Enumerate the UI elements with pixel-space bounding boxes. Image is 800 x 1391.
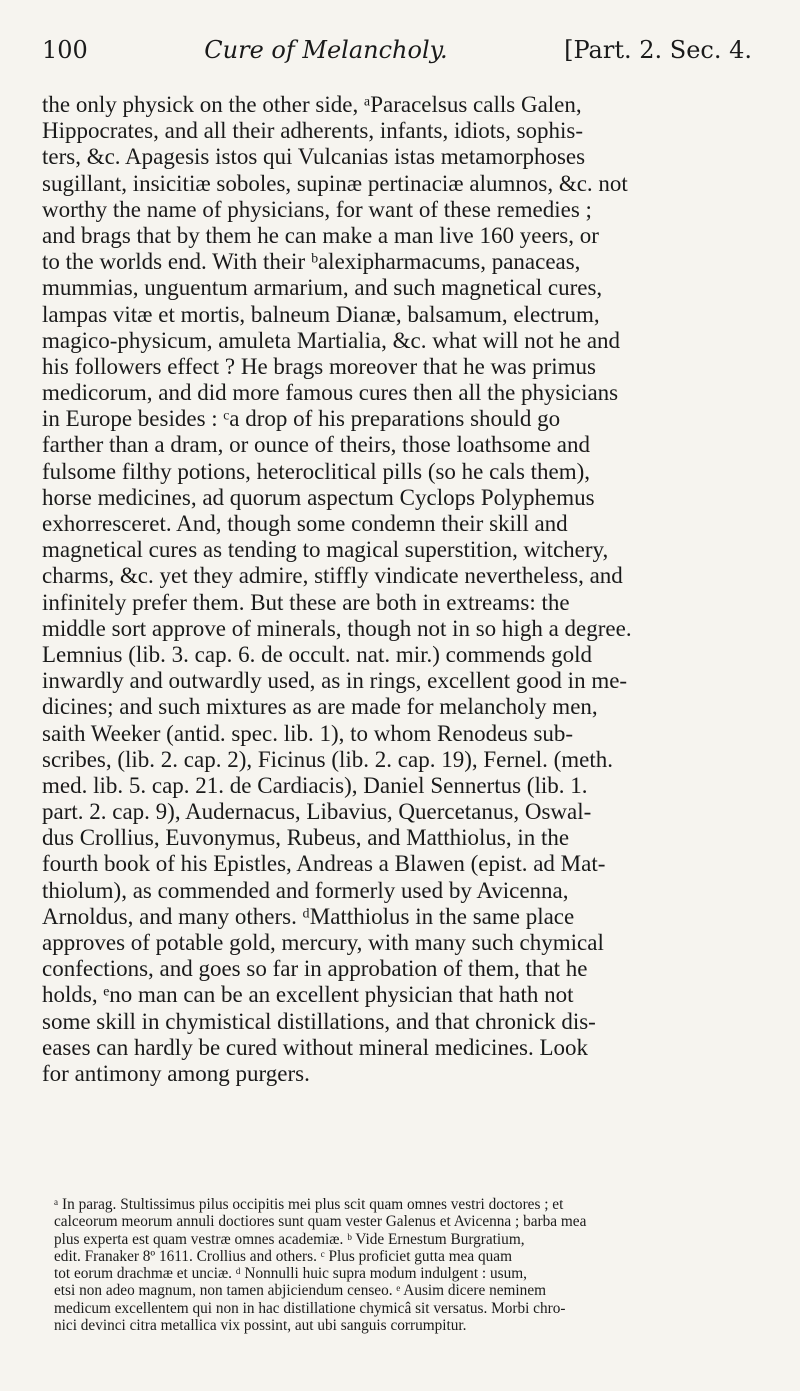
- text-line: lampas vitæ et mortis, balneum Dianæ, balsamum, electrum,: [42, 301, 600, 327]
- text-line: dicines; and such mixtures as are made for melancholy men,: [42, 694, 598, 720]
- text-line: dus Crollius, Euvonymus, Rubeus, and Matthiolus, in the: [42, 825, 570, 851]
- text-line: thiolum), as commended and formerly used by Avicenna,: [42, 877, 569, 903]
- text-line: magnetical cures as tending to magical superstition, witchery,: [42, 537, 609, 563]
- running-title: Cure of Melancholy.: [204, 36, 448, 64]
- footnote-line: ᵃ In parag. Stultissimus pilus occipitis mei plus scit quam omnes vestri doctores ; et: [54, 1196, 564, 1213]
- text-line: farther than a dram, or ounce of theirs, those loathsome and: [42, 432, 590, 458]
- text-line: part. 2. cap. 9), Audernacus, Libavius, Quercetanus, Oswal-: [42, 799, 592, 825]
- text-line: magico-physicum, amuleta Martialia, &c. what will not he and: [42, 327, 621, 353]
- footnote-line: nici devinci citra metallica vix possint, aut ubi sanguis corrumpitur.: [54, 1317, 467, 1335]
- text-line: middle sort approve of minerals, though not in so high a degree.: [42, 615, 632, 641]
- text-line: mummias, unguentum armarium, and such magnetical cures,: [42, 275, 603, 301]
- text-line: saith Weeker (antid. spec. lib. 1), to whom Renodeus sub-: [42, 720, 574, 746]
- text-line: worthy the name of physicians, for want of these remedies ;: [42, 196, 592, 222]
- text-line: medicorum, and did more famous cures then all the physicians: [42, 380, 619, 406]
- text-line: med. lib. 5. cap. 21. de Cardiacis), Daniel Sennertus (lib. 1.: [42, 772, 588, 798]
- footnote-line: plus experta est quam vestræ omnes academiæ. ᵇ Vide Ernestum Burgratium,: [54, 1230, 525, 1248]
- text-line: to the worlds end. With their ᵇalexipharmacums, panaceas,: [42, 249, 581, 275]
- text-line: and brags that by them he can make a man live 160 yeers, or: [42, 222, 599, 248]
- body-text: [42, 92, 754, 1087]
- footnote-line: etsi non adeo magnum, non tamen abjiciendum censeo. ᵉ Ausim dicere neminem: [54, 1282, 547, 1300]
- text-line: scribes, (lib. 2. cap. 2), Ficinus (lib. 2. cap. 19), Fernel. (meth.: [42, 746, 614, 772]
- page-header: [42, 36, 752, 70]
- text-line: ters, &c. Apagesis istos qui Vulcanias istas metamorphoses: [42, 144, 586, 170]
- footnote-line: tot eorum drachmæ et unciæ. ᵈ Nonnulli huic supra modum indulgent : usum,: [54, 1265, 527, 1283]
- text-line: his followers effect ? He brags moreover that he was primus: [42, 353, 596, 379]
- footnotes: [54, 1196, 760, 1334]
- footnote-line: edit. Franaker 8º 1611. Crollius and others. ᶜ Plus proficiet gutta mea quam: [54, 1247, 512, 1265]
- text-line: eases can hardly be cured without mineral medicines. Look: [42, 1034, 589, 1060]
- footnote-line: medicum excellentem qui non in hac distillatione chymicâ sit versatus. Morbi chro-: [54, 1299, 566, 1317]
- text-line: horse medicines, ad quorum aspectum Cyclops Polyphemus: [42, 484, 595, 510]
- footnote-line: calceorum meorum annuli doctiores sunt quam vester Galenus et Avicenna ; barba mea: [54, 1213, 587, 1231]
- text-line: the only physick on the other side, ᵃParacelsus calls Galen,: [42, 92, 582, 117]
- text-line: some skill in chymistical distillations, and that chronick dis-: [42, 1008, 596, 1034]
- text-line: fulsome filthy potions, heteroclitical pills (so he cals them),: [42, 458, 591, 484]
- text-line: inwardly and outwardly used, as in rings, excellent good in me-: [42, 668, 628, 694]
- text-line: holds, ᵉno man can be an excellent physician that hath not: [42, 982, 574, 1008]
- text-line: Hippocrates, and all their adherents, infants, idiots, sophis-: [42, 118, 584, 144]
- text-line: in Europe besides : ᶜa drop of his preparations should go: [42, 406, 561, 432]
- text-line: Lemnius (lib. 3. cap. 6. de occult. nat. mir.) commends gold: [42, 641, 592, 667]
- text-line: charms, &c. yet they admire, stiffly vindicate nevertheless, and: [42, 563, 623, 589]
- text-line: for antimony among purgers.: [42, 1060, 310, 1086]
- text-line: approves of potable gold, mercury, with many such chymical: [42, 930, 604, 955]
- section-label: [Part. 2. Sec. 4.: [564, 36, 752, 64]
- text-line: exhorresceret. And, though some condemn their skill and: [42, 511, 568, 536]
- text-line: confections, and goes so far in approbation of them, that he: [42, 956, 588, 982]
- text-line: fourth book of his Epistles, Andreas a Blawen (epist. ad Mat-: [42, 851, 606, 877]
- page-number: 100: [42, 36, 88, 64]
- text-line: sugillant, insicitiæ soboles, supinæ pertinaciæ alumnos, &c. not: [42, 170, 628, 196]
- text-line: infinitely prefer them. But these are both in extreams: the: [42, 589, 570, 615]
- text-line: Arnoldus, and many others. ᵈMatthiolus in the same place: [42, 903, 575, 929]
